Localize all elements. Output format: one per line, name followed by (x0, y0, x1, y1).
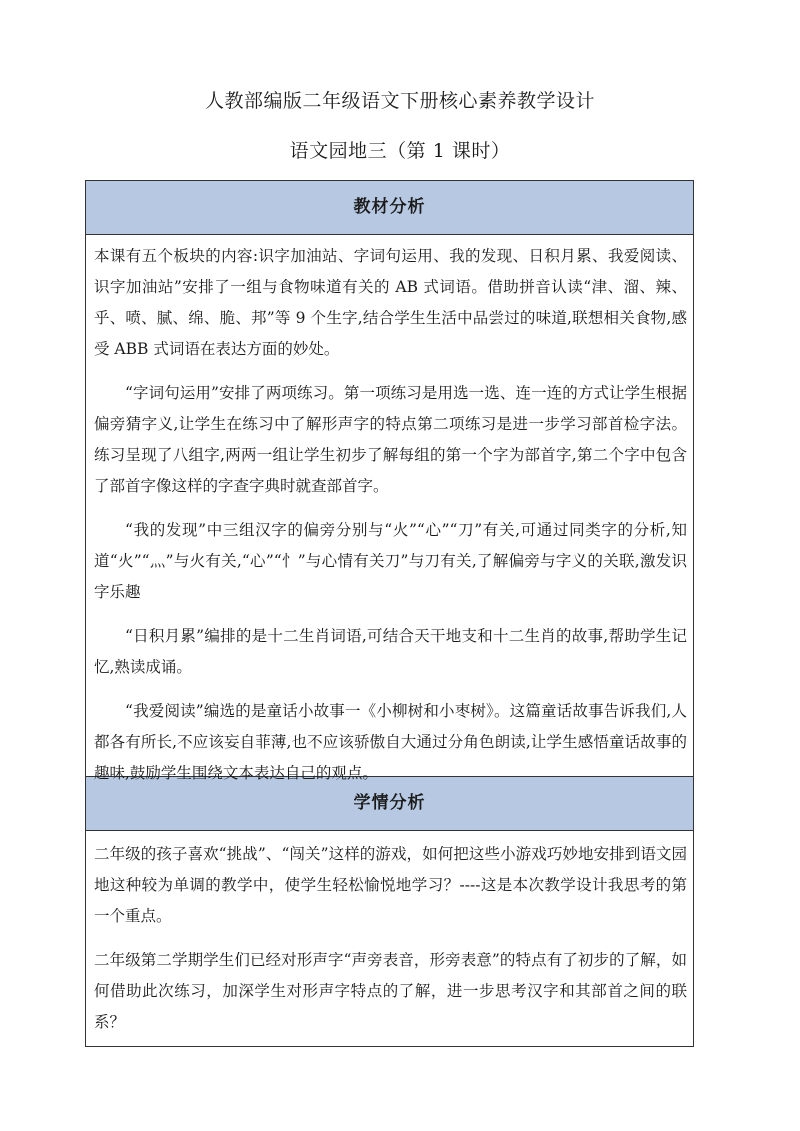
section-body-textbook-analysis (86, 235, 693, 782)
section-body-learner-analysis (86, 831, 693, 1046)
paragraph: “日积月累”编排的是十二生肖词语,可结合天干地支和十二生肖的故事,帮助学生记忆,熟读成诵。 (94, 627, 687, 676)
paragraph: 二年级第二学期学生们已经对形声字“声旁表音，形旁表意”的特点有了初步的了解，如何借助此次练习，加深学生对形声字特点的了解，进一步思考汉字和其部首之间的联系？ (94, 951, 687, 1031)
paragraph: 本课有五个板块的内容:识字加油站、字词句运用、我的发现、日积月累、我爱阅读、识字加油站”安排了一组与食物味道有关的 AB 式词语。借助拼音认读“津、溜、辣、乎、喷、腻、绵、脆、邦”等 9 个生字,结合学生生活中品尝过的味道,联想相关食物,感受 ABB 式词语在表达方面的妙处。 (94, 247, 687, 358)
lesson-plan-table (85, 180, 694, 1047)
paragraph: “字词句运用”安排了两项练习。第一项练习是用选一选、连一连的方式让学生根据偏旁猜字义,让学生在练习中了解形声字的特点第二项练习是进一步学习部首检字法。练习呈现了八组字,两两一组让学生初步了解每组的第一个字为部首字,第二个字中包含了部首字像这样的字查字典时就查部首字。 (94, 384, 687, 495)
paragraph: “我的发现”中三组汉字的偏旁分别与“火”“心”“刀”有关,可通过同类字的分析,知道“火”“灬”与火有关,“心”“忄”与心情有关刀”与刀有关,了解偏旁与字义的关联,激发识字乐趣 (94, 521, 687, 601)
section-header-textbook-analysis: 教材分析 (86, 181, 693, 235)
paragraph: “我爱阅读”编选的是童话小故事一《小柳树和小枣树》。这篇童话故事告诉我们,人都各有所长,不应该妄自菲薄,也不应该骄傲自大通过分角色朗读,让学生感悟童话故事的趣味,鼓励学生围绕文本表达自己的观点。 (94, 702, 687, 782)
document-title: 人教部编版二年级语文下册核心素养教学设计 (204, 90, 595, 112)
section-header-learner-analysis: 学情分析 (86, 777, 693, 831)
paragraph: 二年级的孩子喜欢“挑战”、“闯关”这样的游戏，如何把这些小游戏巧妙地安排到语文园地这种较为单调的教学中，使学生轻松愉悦地学习？----这是本次教学设计我思考的第一个重点。 (94, 845, 687, 925)
document-subtitle: 语文园地三（第 1 课时） (289, 140, 511, 162)
